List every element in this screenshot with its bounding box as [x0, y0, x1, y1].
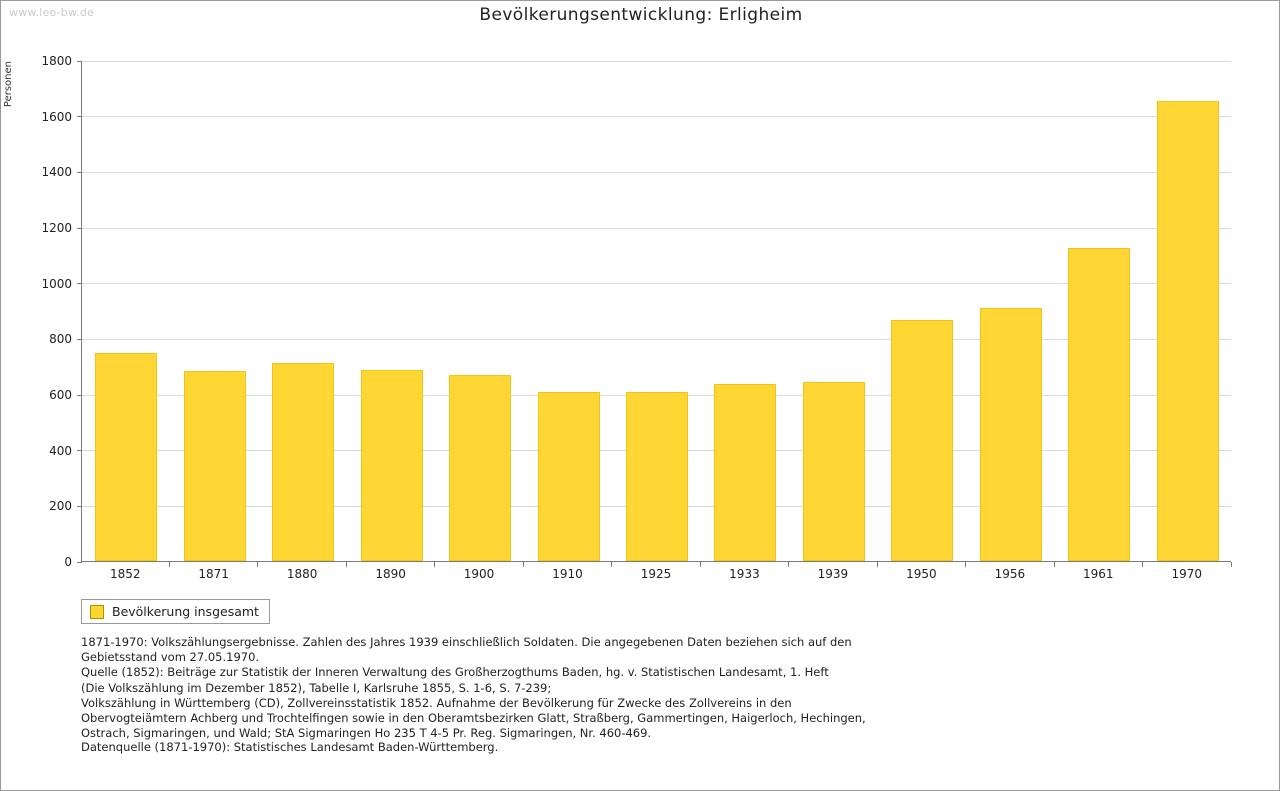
bar[interactable] [803, 382, 865, 561]
bar[interactable] [95, 353, 157, 561]
bar[interactable] [184, 371, 246, 561]
y-tick-label: 600 [49, 388, 72, 402]
x-tick-label: 1925 [640, 567, 672, 581]
y-tick-mark [77, 61, 82, 62]
x-tick-label: 1961 [1083, 567, 1114, 581]
bar[interactable] [1068, 248, 1130, 561]
y-tick-label: 800 [49, 332, 72, 347]
footnotes [81, 635, 1201, 741]
legend-label: Bevölkerung insgesamt [112, 604, 259, 619]
bar[interactable] [272, 363, 334, 561]
gridline [82, 61, 1231, 62]
footnote-line: Gebietsstand vom 27.05.1970. [81, 650, 260, 665]
y-tick-mark [77, 283, 82, 284]
bar[interactable] [361, 370, 423, 561]
y-tick-label: 1200 [41, 221, 72, 235]
bar[interactable] [980, 308, 1042, 561]
x-tick-mark [700, 562, 701, 567]
gridline [82, 228, 1231, 229]
footnote-line: Volkszählung in Württemberg (CD), Zollvereinsstatistik 1852. Aufnahme der Bevölkerung für Zwecke des Zollvereins in den [81, 695, 792, 710]
x-tick-mark [1054, 562, 1055, 567]
x-tick-mark [169, 562, 170, 567]
y-tick-mark [77, 506, 82, 507]
x-tick-mark [1231, 562, 1232, 567]
site-watermark: www.leo-bw.de [9, 6, 95, 19]
y-tick-label: 1600 [41, 109, 72, 124]
bar[interactable] [1157, 101, 1219, 561]
x-tick-label: 1956 [994, 567, 1026, 581]
bar[interactable] [449, 375, 511, 561]
footnote-line: Quelle (1852): Beiträge zur Statistik der Inneren Verwaltung des Großherzogthums Baden, hg. v. Statistischen Landesamt, 1. Heft [81, 665, 829, 680]
y-tick-label: 400 [49, 443, 72, 458]
y-axis-title: Personen [3, 61, 14, 108]
footnote-line: Ostrach, Sigmaringen, und Wald; StA Sigmaringen Ho 235 T 4-5 Pr. Reg. Sigmaringen, Nr. 460-469. [81, 726, 652, 741]
x-tick-mark [1142, 562, 1143, 567]
y-tick-label: 200 [49, 499, 72, 514]
x-tick-mark [523, 562, 524, 567]
x-tick-label: 1880 [286, 567, 318, 581]
chart-legend [81, 599, 270, 624]
y-tick-mark [77, 339, 82, 340]
y-tick-mark [77, 562, 82, 563]
footnote-line: (Die Volkszählung im Dezember 1852), Tabelle I, Karlsruhe 1855, S. 1-6, S. 7-239; [81, 680, 552, 695]
x-tick-mark [257, 562, 258, 567]
x-tick-mark [877, 562, 878, 567]
y-tick-label: 0 [64, 555, 72, 569]
gridline [82, 172, 1231, 173]
gridline [82, 116, 1231, 117]
bar[interactable] [538, 392, 600, 561]
x-tick-mark [346, 562, 347, 567]
y-tick-mark [77, 172, 82, 173]
y-tick-label: 1800 [41, 54, 72, 68]
x-tick-mark [434, 562, 435, 567]
x-tick-label: 1939 [817, 567, 849, 581]
y-tick-mark [77, 395, 82, 396]
y-tick-mark [77, 450, 82, 451]
y-tick-label: 1000 [41, 276, 72, 291]
y-tick-label: 1400 [41, 165, 72, 180]
data-source-note: Datenquelle (1871-1970): Statistisches Landesamt Baden-Württemberg. [81, 740, 499, 754]
x-tick-label: 1871 [198, 567, 229, 581]
footnote-line: Obervogteiämtern Achberg und Trochtelfingen sowie in den Oberamtsbezirken Glatt, Straßberg, Gammertingen, Haigerloch, Hechingen, [81, 710, 866, 725]
x-tick-mark [788, 562, 789, 567]
x-tick-mark [965, 562, 966, 567]
y-tick-mark [77, 228, 82, 229]
legend-color-swatch [90, 605, 104, 619]
x-tick-label: 1852 [109, 567, 141, 581]
gridline [82, 283, 1231, 284]
footnote-line: 1871-1970: Volkszählungsergebnisse. Zahlen des Jahres 1939 einschließlich Soldaten. Die angegebenen Daten beziehen sich auf den [81, 635, 852, 649]
gridline [82, 339, 1231, 340]
x-tick-label: 1890 [375, 567, 406, 581]
x-tick-label: 1933 [729, 567, 760, 581]
bar[interactable] [714, 384, 776, 561]
x-tick-mark [611, 562, 612, 567]
bar[interactable] [891, 320, 953, 561]
y-tick-mark [77, 116, 82, 117]
x-tick-label: 1950 [906, 567, 937, 581]
plot-area [41, 54, 1231, 569]
x-tick-label: 1900 [463, 567, 495, 581]
x-tick-label: 1970 [1171, 567, 1203, 581]
bar[interactable] [626, 392, 688, 562]
x-tick-label: 1910 [552, 567, 583, 581]
chart-title: Bevölkerungsentwicklung: Erligheim [479, 5, 803, 25]
